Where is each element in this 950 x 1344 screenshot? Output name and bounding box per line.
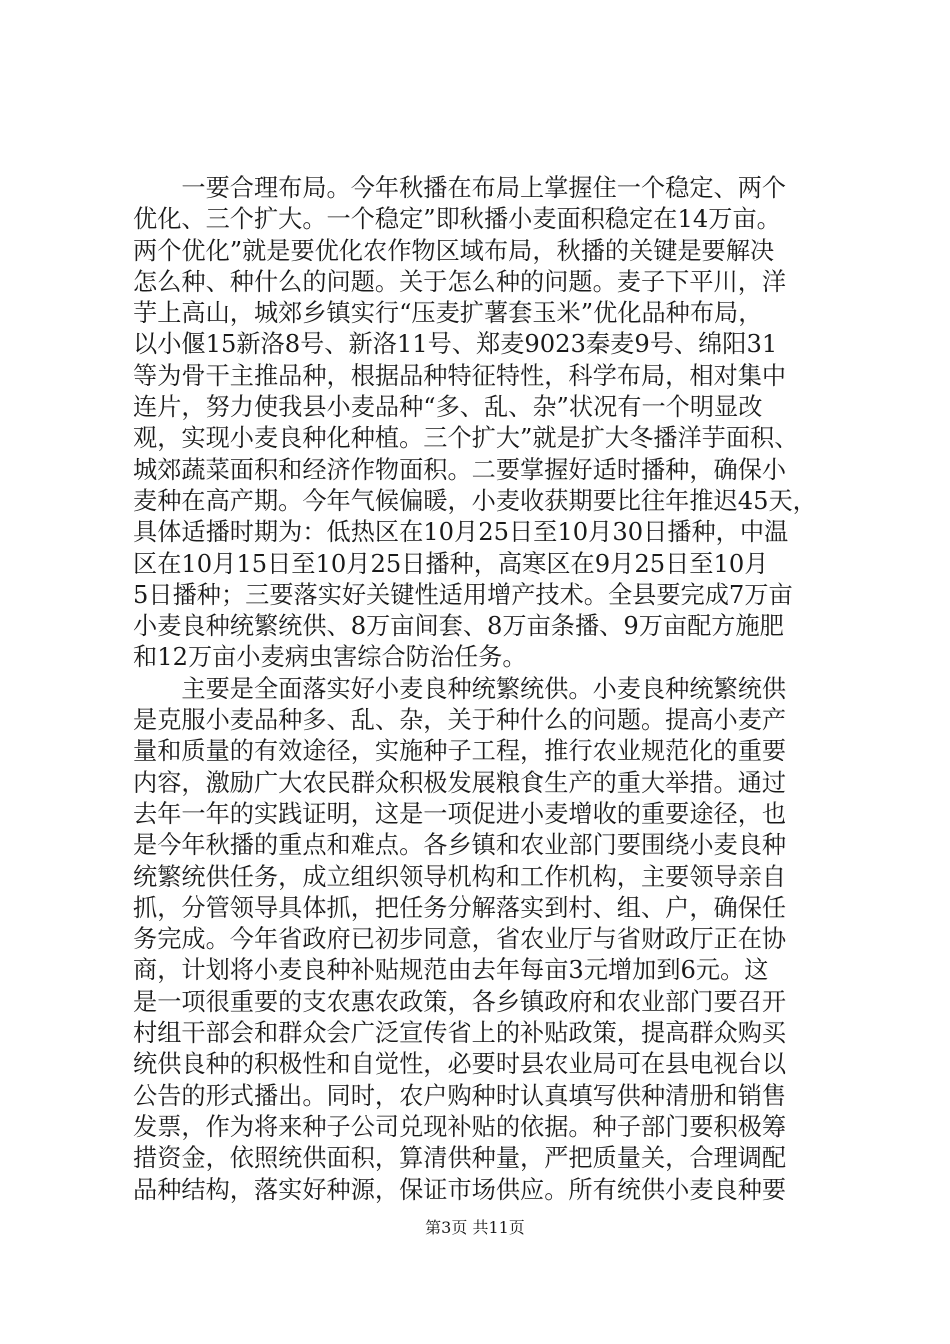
text-line: 内容，激励广大农民群众积极发展粮食生产的重大举措。通过 <box>133 768 787 797</box>
text-line: 发票，作为将来种子公司兑现补贴的依据。种子部门要积极筹 <box>133 1112 787 1141</box>
text-line: 措资金，依照统供面积，算清供种量，严把质量关，合理调配 <box>133 1144 787 1173</box>
text-line: 是今年秋播的重点和难点。各乡镇和农业部门要围绕小麦良种 <box>133 831 787 860</box>
text-line: 以小偃15新洛8号、新洛11号、郑麦9023秦麦9号、绵阳31 <box>133 330 778 359</box>
text-line: 两个优化”就是要优化农作物区域布局，秋播的关键是要解决 <box>133 236 775 265</box>
text-line: 是克服小麦品种多、乱、杂，关于种什么的问题。提高小麦产 <box>133 706 787 735</box>
text-line: 麦种在高产期。今年气候偏暖，小麦收获期要比往年推迟45天， <box>133 486 817 515</box>
text-line: 去年一年的实践证明，这是一项促进小麦增收的重要途径，也 <box>133 799 787 828</box>
text-line: 一要合理布局。今年秋播在布局上掌握住一个稳定、两个 <box>133 174 787 202</box>
text-line: 量和质量的有效途径，实施种子工程，推行农业规范化的重要 <box>133 737 787 766</box>
text-line: 具体适播时期为：低热区在10月25日至10月30日播种，中温 <box>133 518 789 547</box>
text-line: 观，实现小麦良种化种植。三个扩大”就是扩大冬播洋芋面积、 <box>133 424 799 453</box>
text-line: 务完成。今年省政府已初步同意，省农业厅与省财政厅正在协 <box>133 925 787 954</box>
page-footer: 第3页 共11页 <box>425 1218 525 1237</box>
text-line: 主要是全面落实好小麦良种统繁统供。小麦良种统繁统供 <box>133 674 787 703</box>
text-line: 抓，分管领导具体抓，把任务分解落实到村、组、户，确保任 <box>133 893 787 922</box>
text-line: 和12万亩小麦病虫害综合防治任务。 <box>133 643 527 672</box>
text-line: 公告的形式播出。同时，农户购种时认真填写供种清册和销售 <box>133 1081 787 1110</box>
text-line: 城郊蔬菜面积和经济作物面积。二要掌握好适时播种，确保小 <box>133 455 787 484</box>
text-line: 芋上高山，城郊乡镇实行“压麦扩薯套玉米”优化品种布局， <box>133 299 763 328</box>
text-line: 统供良种的积极性和自觉性，必要时县农业局可在县电视台以 <box>133 1050 787 1079</box>
text-line: 统繁统供任务，成立组织领导机构和工作机构，主要领导亲自 <box>133 862 787 891</box>
text-line: 怎么种、种什么的问题。关于怎么种的问题。麦子下平川，洋 <box>133 267 787 296</box>
text-line: 商，计划将小麦良种补贴规范由去年每亩3元增加到6元。这 <box>133 956 769 985</box>
text-line: 是一项很重要的支农惠农政策，各乡镇政府和农业部门要召开 <box>133 987 787 1016</box>
text-line: 小麦良种统繁统供、8万亩间套、8万亩条播、9万亩配方施肥 <box>133 612 784 641</box>
text-line: 品种结构，落实好种源，保证市场供应。所有统供小麦良种要 <box>133 1175 787 1204</box>
text-line: 5日播种；三要落实好关键性适用增产技术。全县要完成7万亩 <box>133 580 793 609</box>
document-body <box>133 173 833 1206</box>
text-line: 等为骨干主推品种，根据品种特征特性，科学布局，相对集中 <box>133 361 787 390</box>
text-line: 优化、三个扩大。一个稳定”即秋播小麦面积稳定在14万亩。 <box>133 205 781 234</box>
text-line: 村组干部会和群众会广泛宣传省上的补贴政策，提高群众购买 <box>133 1019 787 1048</box>
text-line: 区在10月15日至10月25日播种，高寒区在9月25日至10月 <box>133 549 769 578</box>
text-line: 连片，努力使我县小麦品种“多、乱、杂”状况有一个明显改 <box>133 393 763 422</box>
